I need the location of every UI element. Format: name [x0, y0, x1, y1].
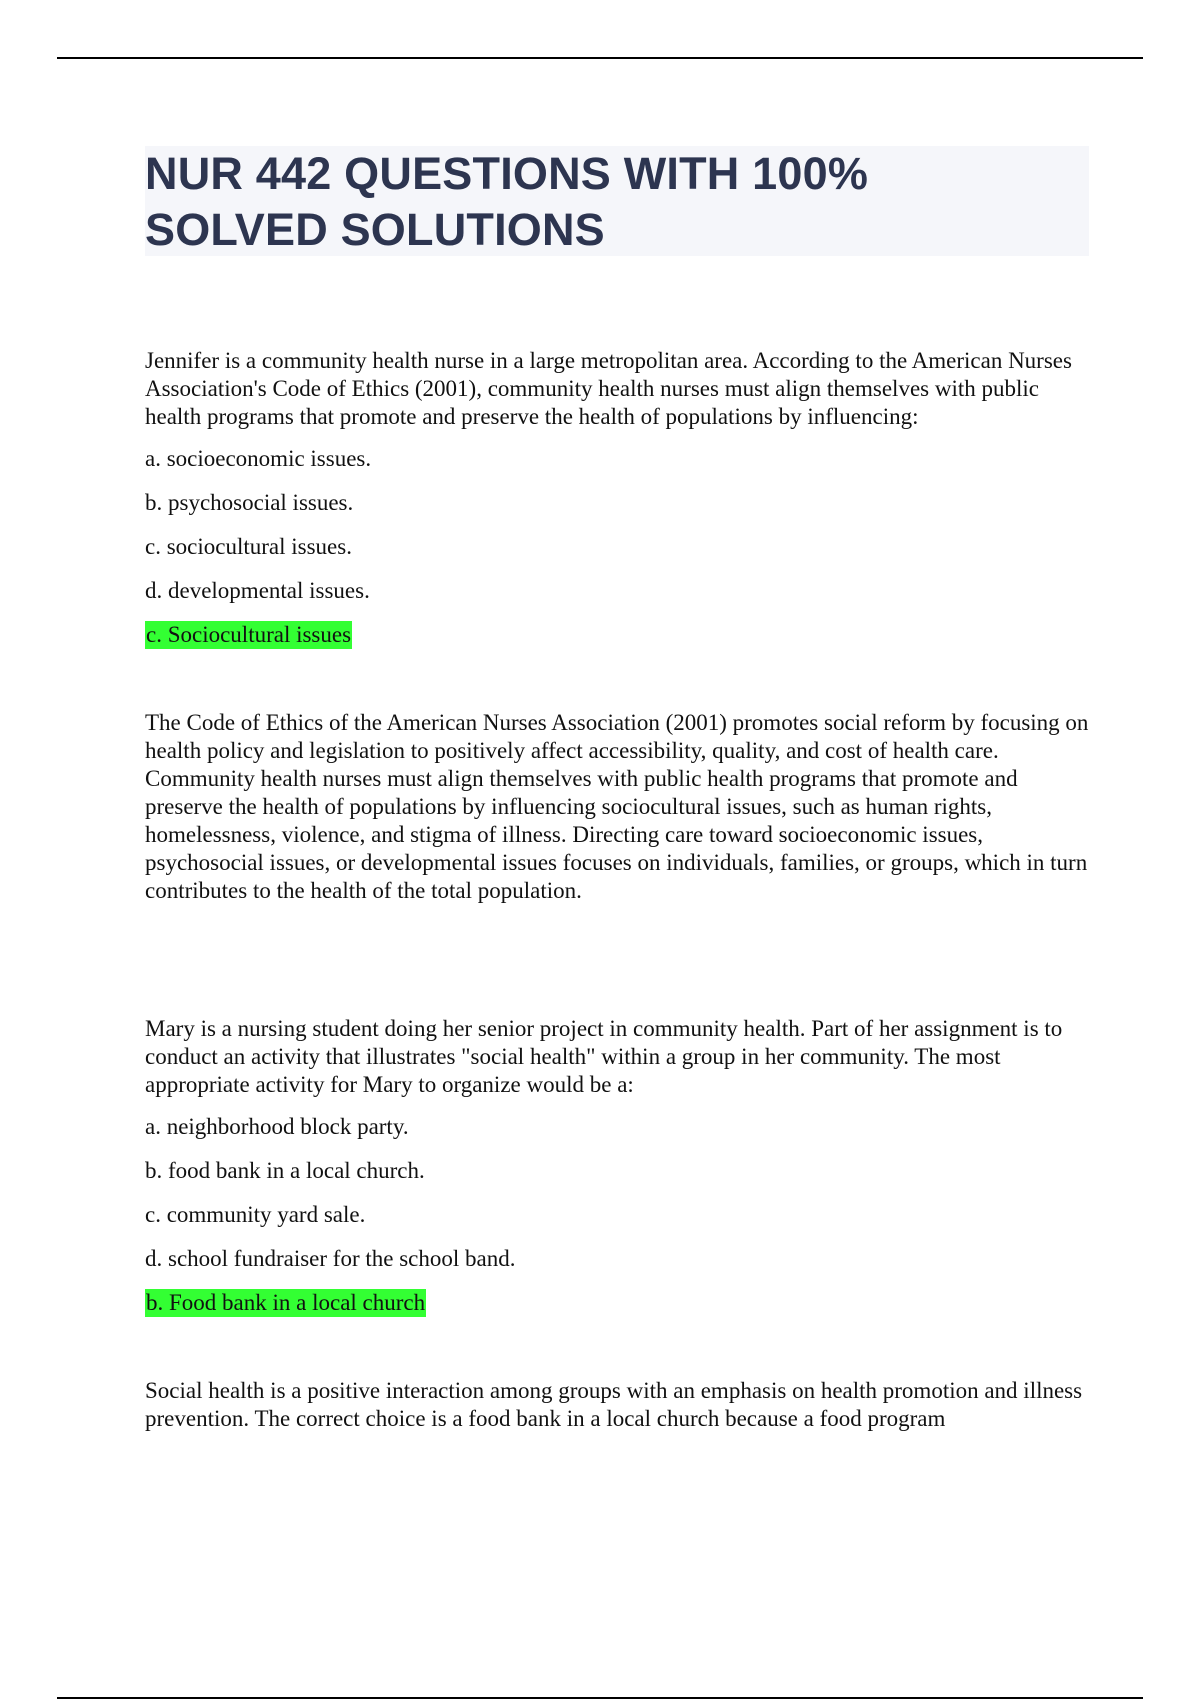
option-c: c. community yard sale. [145, 1202, 366, 1227]
option-b: b. food bank in a local church. [145, 1158, 425, 1183]
title-banner [145, 146, 1089, 256]
answer-options [145, 1113, 1095, 1273]
option-d: d. school fundraiser for the school band. [145, 1246, 516, 1271]
document-title [145, 146, 1089, 258]
correct-answer-highlight: b. Food bank in a local church [146, 1290, 426, 1315]
rationale-text: Social health is a positive interaction among groups with an emphasis on health promotion and illness prevention. The correct choice is a food bank in a local church because a food program [145, 1378, 1083, 1431]
rationale-text: The Code of Ethics of the American Nurses Association (2001) promotes social reform by focusing on health policy and legislation to positively affect accessibility, quality, and cost of health care. Community health nurses must align themselves with public health programs that promote and preserve the health of populations by influencing sociocultural issues, such as human rights, homelessness, violence, and stigma of illness. Directing care toward socioeconomic issues, psychosocial issues, or developmental issues focuses on individuals, families, or groups, which in turn contributes to the health of the total population. [145, 710, 1089, 903]
correct-answer-highlight: c. Sociocultural issues [146, 622, 352, 647]
title-line-1: NUR 442 QUESTIONS WITH 100% [145, 148, 869, 199]
title-line-2: SOLVED SOLUTIONS [145, 204, 605, 255]
top-rule [57, 57, 1143, 59]
question-block [145, 1015, 1095, 1433]
option-b: b. psychosocial issues. [145, 490, 354, 515]
answer-options [145, 445, 1095, 605]
option-a: a. neighborhood block party. [145, 1114, 409, 1139]
document-body [145, 347, 1095, 1433]
question-stem: Mary is a nursing student doing her senior project in community health. Part of her assignment is to conduct an activity that illustrates "social health" within a group in her community. The most appropriate activity for Mary to organize would be a: [145, 1016, 1063, 1097]
option-a: a. socioeconomic issues. [145, 446, 372, 471]
question-block [145, 347, 1095, 905]
option-d: d. developmental issues. [145, 578, 370, 603]
option-c: c. sociocultural issues. [145, 534, 352, 559]
question-stem: Jennifer is a community health nurse in a large metropolitan area. According to the American Nurses Association's Code of Ethics (2001), community health nurses must align themselves with public health programs that promote and preserve the health of populations by influencing: [145, 348, 1072, 429]
bottom-rule [57, 1697, 1143, 1699]
